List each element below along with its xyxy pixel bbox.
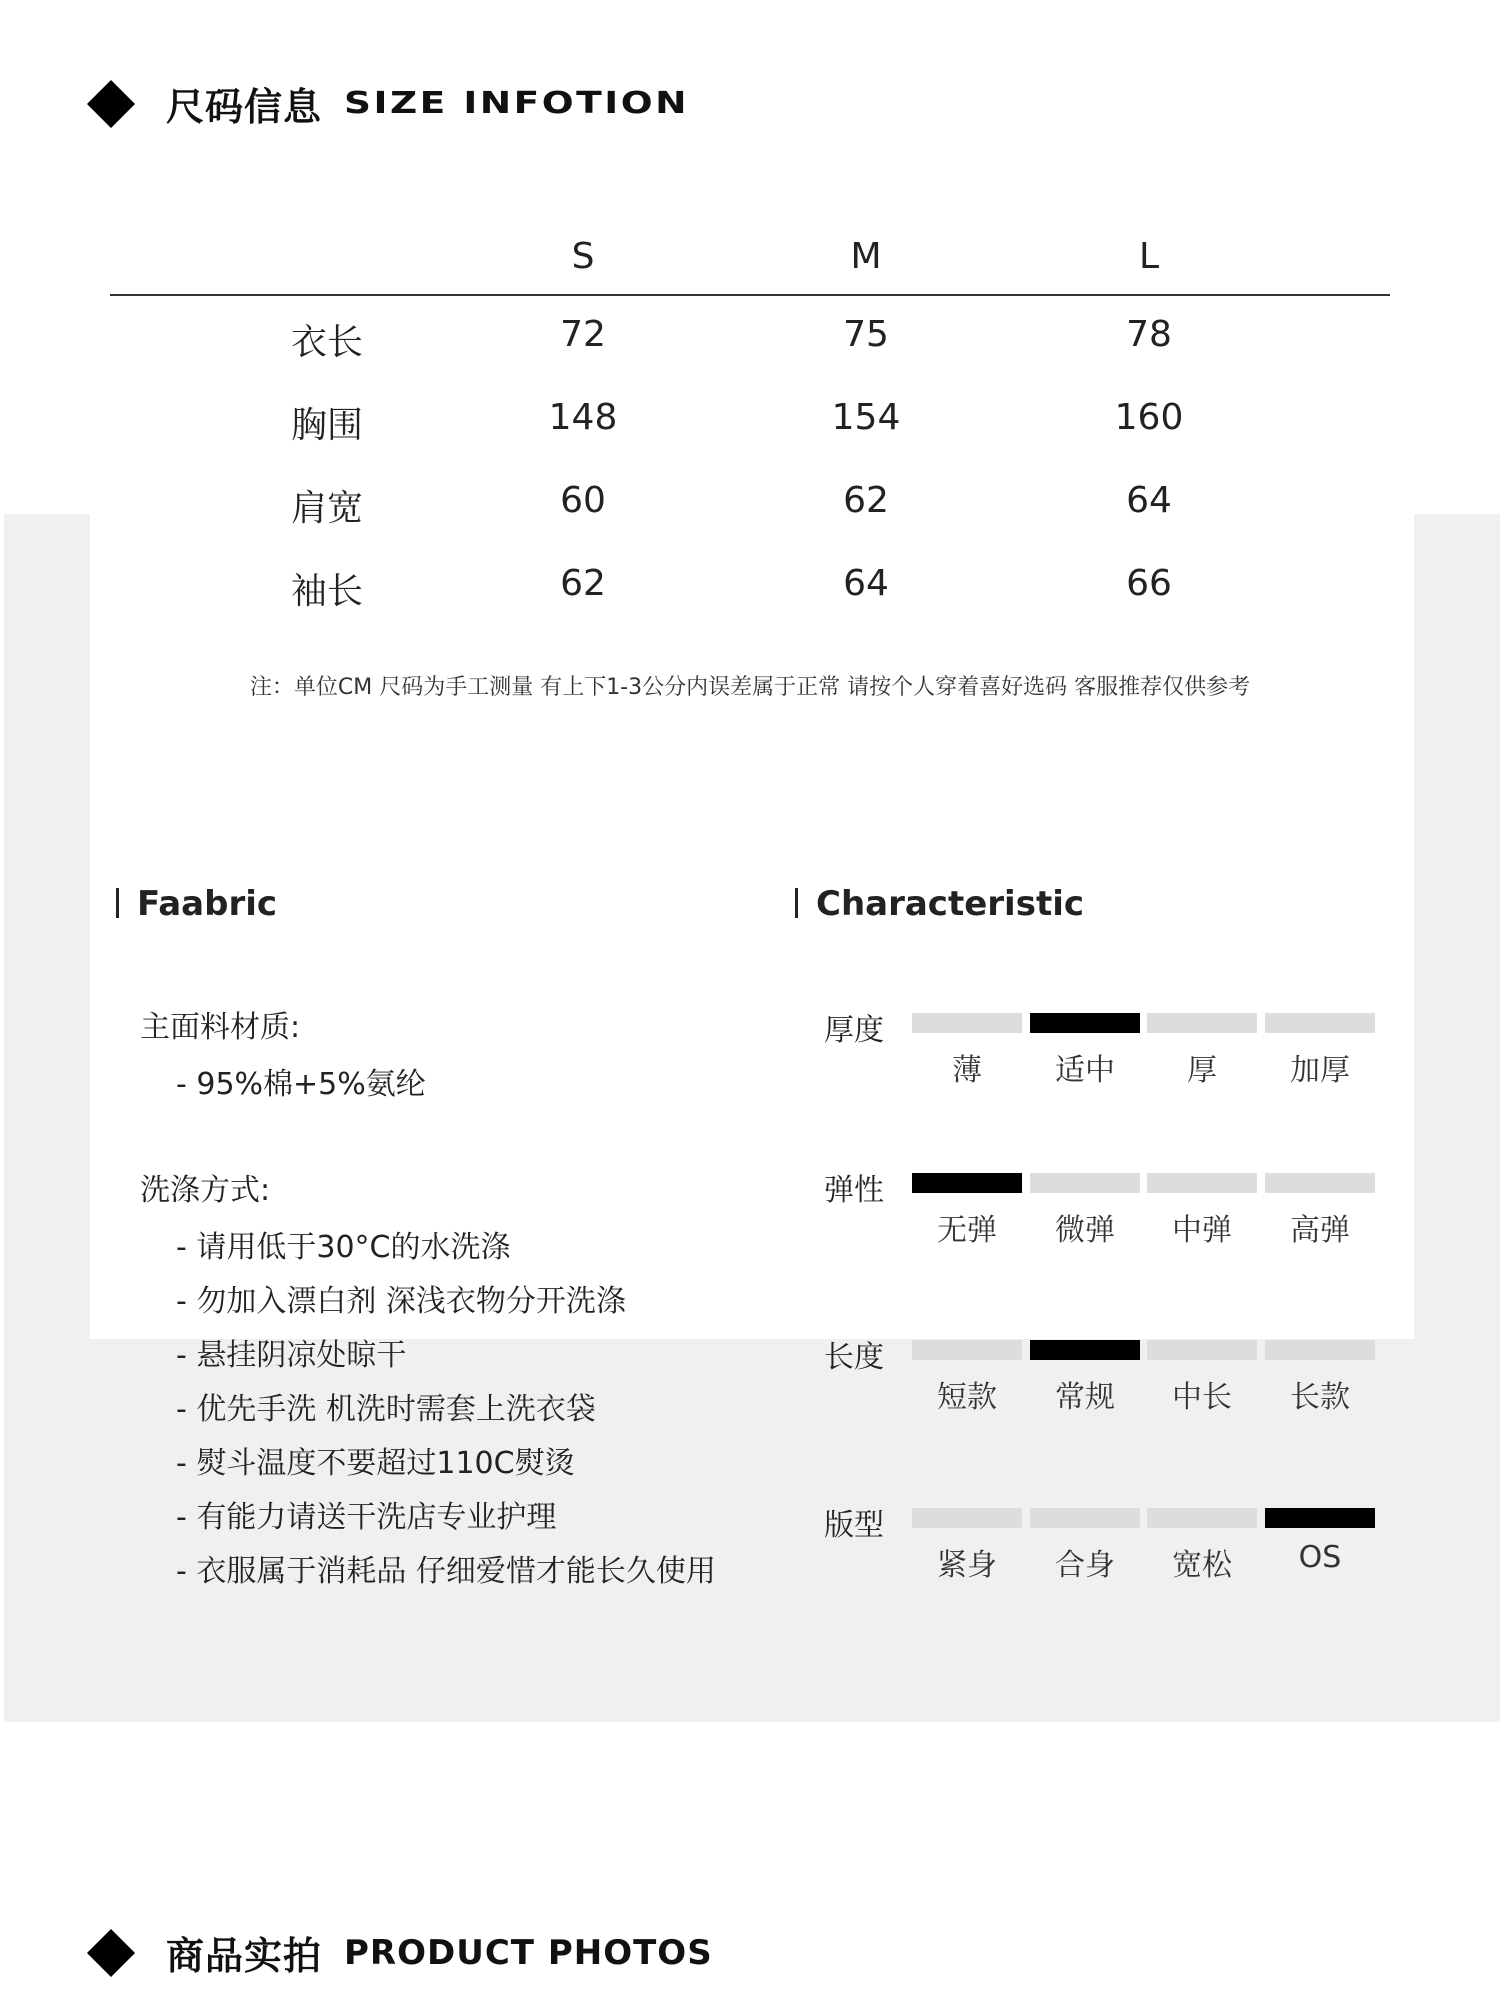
- scale-segment: [1147, 1173, 1257, 1193]
- characteristic-name: 弹性: [824, 1173, 884, 1208]
- washing-label: 洗涤方式:: [140, 1173, 271, 1208]
- scale-option: 中弹: [1172, 1213, 1232, 1248]
- scale-option: 微弹: [1055, 1213, 1115, 1248]
- scale-option: 适中: [1055, 1053, 1115, 1088]
- table-row: [110, 462, 1390, 545]
- scale-segment: [1265, 1013, 1375, 1033]
- washing-instructions: [140, 1165, 716, 1599]
- characteristic-row-length: [824, 1332, 1384, 1432]
- list-item: - 优先手洗 机洗时需套上洗衣袋: [176, 1392, 596, 1427]
- row-label: 衣长: [291, 322, 364, 363]
- scale-segment: [1265, 1508, 1375, 1528]
- scale-segment: [1147, 1508, 1257, 1528]
- column-header: L: [1138, 236, 1160, 277]
- list-item: - 悬挂阴凉处晾干: [176, 1338, 407, 1373]
- scale-option: 加厚: [1290, 1053, 1350, 1088]
- table-row: [110, 545, 1390, 628]
- scale-option: 短款: [937, 1380, 997, 1415]
- table-cell: 62: [560, 563, 606, 604]
- size-title-cn: 尺码信息: [166, 85, 323, 129]
- scale-option: 中长: [1172, 1380, 1232, 1415]
- characteristic-row-fit: [824, 1500, 1384, 1600]
- table-cell: 64: [1126, 480, 1172, 521]
- table-cell: 60: [560, 480, 606, 521]
- table-cell: 64: [843, 563, 889, 604]
- characteristic-row-thickness: [824, 1005, 1384, 1105]
- scale-option: 宽松: [1172, 1548, 1232, 1583]
- table-cell: 154: [831, 397, 901, 438]
- heading-bar-icon: [116, 888, 119, 918]
- scale-option: 厚: [1187, 1053, 1217, 1088]
- scale-segment: [1265, 1173, 1375, 1193]
- table-cell: 72: [560, 314, 606, 355]
- scale-segment: [912, 1013, 1022, 1033]
- row-label: 胸围: [291, 405, 364, 446]
- table-cell: 75: [843, 314, 889, 355]
- scale-segment: [1147, 1340, 1257, 1360]
- table-cell: 62: [843, 480, 889, 521]
- characteristic-name: 厚度: [824, 1013, 884, 1048]
- characteristic-name: 长度: [824, 1340, 884, 1375]
- list-item: - 95%棉+5%氨纶: [176, 1067, 426, 1102]
- photos-title-cn: 商品实拍: [166, 1934, 323, 1978]
- row-label: 肩宽: [291, 488, 364, 529]
- column-header: M: [850, 236, 882, 277]
- list-item: - 熨斗温度不要超过110C熨烫: [176, 1446, 575, 1481]
- scale-option: 紧身: [937, 1548, 997, 1583]
- scale-option: 常规: [1055, 1380, 1115, 1415]
- characteristic-name: 版型: [824, 1508, 884, 1543]
- scale-segment: [912, 1508, 1022, 1528]
- size-table-header: [110, 228, 1390, 296]
- characteristic-row-elasticity: [824, 1165, 1384, 1265]
- scale-option: 长款: [1290, 1380, 1350, 1415]
- scale-option: 高弹: [1290, 1213, 1350, 1248]
- scale-segment: [912, 1173, 1022, 1193]
- column-header: S: [571, 236, 595, 277]
- scale-segment: [1147, 1013, 1257, 1033]
- table-cell: 78: [1126, 314, 1172, 355]
- table-row: [110, 296, 1390, 379]
- scale-segment: [1030, 1340, 1140, 1360]
- diamond-icon: [87, 1928, 135, 1976]
- fabric-material: [140, 1002, 426, 1112]
- scale-option: 无弹: [937, 1213, 997, 1248]
- characteristic-heading: [795, 884, 1084, 924]
- table-row: [110, 379, 1390, 462]
- fabric-heading-text: Faabric: [137, 884, 278, 924]
- heading-bar-icon: [795, 888, 798, 918]
- size-note: 注：单位CM 尺码为手工测量 有上下1-3公分内误差属于正常 请按个人穿着喜好选码 客服推荐仅供参考: [249, 675, 1251, 700]
- table-cell: 160: [1114, 397, 1184, 438]
- table-cell: 148: [548, 397, 618, 438]
- table-cell: 66: [1126, 563, 1172, 604]
- list-item: - 有能力请送干洗店专业护理: [176, 1500, 557, 1535]
- scale-option: OS: [1298, 1540, 1342, 1575]
- scale-segment: [1030, 1508, 1140, 1528]
- list-item: - 请用低于30°C的水洗涤: [176, 1230, 511, 1265]
- diamond-icon: [87, 79, 135, 127]
- photos-title-en: PRODUCT PHOTOS: [344, 1932, 713, 1973]
- scale-segment: [912, 1340, 1022, 1360]
- fabric-heading: [116, 884, 277, 924]
- scale-segment: [1030, 1013, 1140, 1033]
- scale-option: 合身: [1055, 1548, 1115, 1583]
- characteristic-heading-text: Characteristic: [816, 884, 1084, 924]
- size-table: [110, 228, 1390, 628]
- size-title-en: SIZE INFOTION: [344, 86, 689, 121]
- size-section-title: [88, 76, 689, 131]
- list-item: - 勿加入漂白剂 深浅衣物分开洗涤: [176, 1284, 626, 1319]
- row-label: 袖长: [291, 571, 364, 612]
- scale-option: 薄: [952, 1053, 982, 1088]
- scale-segment: [1030, 1173, 1140, 1193]
- scale-segment: [1265, 1340, 1375, 1360]
- list-item: - 衣服属于消耗品 仔细爱惜才能长久使用: [176, 1554, 716, 1589]
- material-label: 主面料材质:: [140, 1010, 301, 1045]
- photos-section-title: [88, 1925, 713, 1980]
